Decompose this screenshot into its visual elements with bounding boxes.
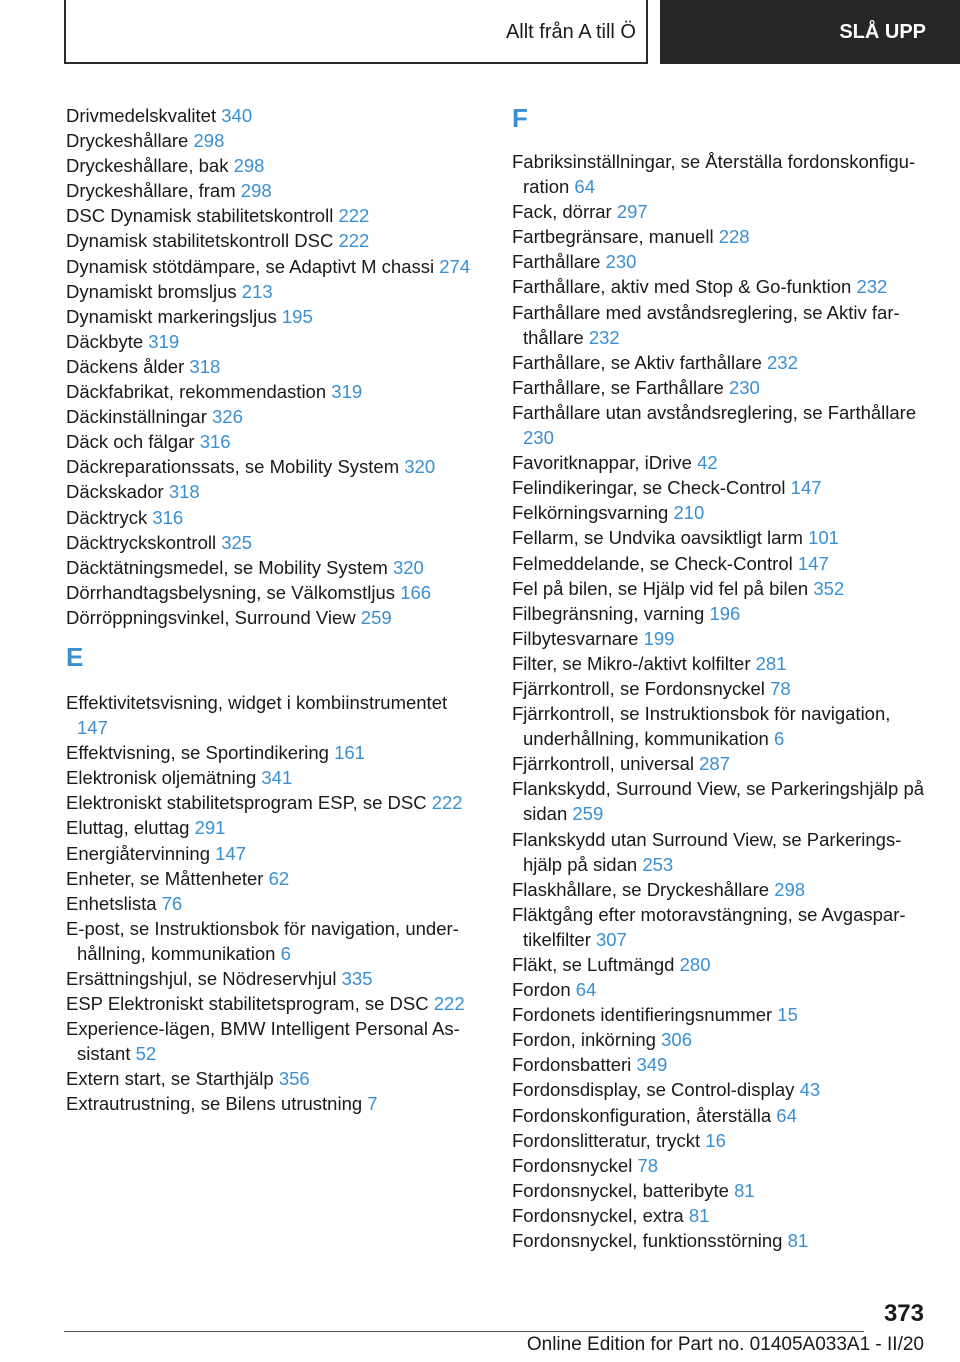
page-reference-link[interactable]: 230	[523, 427, 554, 449]
index-entry	[66, 891, 476, 916]
page-reference-link[interactable]: 81	[688, 1204, 710, 1226]
page-reference-link[interactable]: 81	[734, 1179, 755, 1201]
index-entry-text: Fordon, inkörning	[512, 1029, 656, 1051]
index-entry	[512, 601, 932, 626]
index-entry	[66, 379, 476, 404]
index-entry	[512, 952, 932, 977]
index-entry-text: ESP Elektroniskt stabilitetsprogram, se DSC	[66, 993, 429, 1015]
index-entry-text: Felindikeringar, se Check-Control	[512, 477, 786, 499]
page-reference-link[interactable]: 222	[433, 993, 465, 1015]
index-entry	[512, 877, 932, 902]
page-reference-link[interactable]: 326	[212, 406, 243, 428]
index-entry	[512, 500, 932, 525]
page-reference-link[interactable]: 298	[193, 130, 225, 152]
index-entry	[512, 1228, 932, 1253]
index-entry	[66, 429, 476, 454]
index-entry-text: Elektronisk oljemätning	[66, 767, 257, 789]
index-entry-text: Dryckeshållare, fram	[66, 180, 236, 202]
index-entry	[512, 551, 932, 576]
page-reference-link[interactable]: 259	[572, 803, 604, 825]
page-reference-link[interactable]: 259	[360, 606, 392, 628]
page-reference-link[interactable]: 196	[709, 602, 741, 624]
index-entry-text: Flaskhållare, se Dryckeshållare	[512, 878, 770, 900]
index-entry	[512, 1002, 932, 1027]
index-entry-text: Farthållare med avståndsreglering, se Aktiv farthållare	[512, 301, 900, 348]
page-reference-link[interactable]: 195	[281, 305, 313, 327]
page-reference-link[interactable]: 15	[777, 1004, 798, 1026]
page-reference-link[interactable]: 316	[152, 506, 184, 528]
index-entry-text: Dynamiskt bromsljus	[66, 280, 237, 302]
index-column-left	[66, 103, 476, 1117]
page-reference-link[interactable]: 319	[331, 381, 363, 403]
page-reference-link[interactable]: 199	[643, 627, 675, 649]
index-entry	[512, 626, 932, 651]
page-reference-link[interactable]: 64	[575, 979, 597, 1001]
page-reference-link[interactable]: 341	[261, 767, 293, 789]
index-column-right	[512, 103, 932, 1253]
index-entry-text: Fellarm, se Undvika oavsiktligt larm	[512, 527, 803, 549]
page-reference-link[interactable]: 147	[797, 552, 829, 574]
page-reference-link[interactable]: 318	[168, 481, 200, 503]
index-entry-text: Extern start, se Starthjälp	[66, 1068, 274, 1090]
index-entry-text: Extrautrustning, se Bilens utrustning	[66, 1093, 363, 1115]
index-entry	[66, 1066, 476, 1091]
page-reference-link[interactable]: 307	[596, 928, 627, 950]
index-entry	[512, 1203, 932, 1228]
index-entry-text: Fel på bilen, se Hjälp vid fel på bilen	[512, 577, 809, 599]
index-entry-text: Dörröppningsvinkel, Surround View	[66, 606, 356, 628]
page-number: 373	[883, 1300, 924, 1327]
index-entry	[66, 740, 476, 765]
index-entry-text: Fabriksinställningar, se Återställa fordonskonfiguration	[512, 151, 916, 198]
index-entry-text: Felkörningsvarning	[512, 502, 669, 524]
page-reference-link[interactable]: 213	[241, 280, 273, 302]
index-entry	[66, 690, 476, 740]
index-entry-text: DSC Dynamisk stabilitetskontroll	[66, 205, 334, 227]
page-reference-link[interactable]: 232	[767, 351, 798, 373]
index-entry-text: Dryckeshållare, bak	[66, 155, 229, 177]
index-entry-text: Flankskydd utan Surround View, se Parkeringshjälp på sidan	[512, 828, 902, 875]
index-entry	[66, 479, 476, 504]
index-entry	[66, 279, 476, 304]
index-entry-text: Elektroniskt stabilitetsprogram ESP, se DSC	[66, 792, 427, 814]
index-entry	[512, 1178, 932, 1203]
index-entry-text: Fordonsnyckel, batteribyte	[512, 1179, 729, 1201]
page-reference-link[interactable]: 340	[221, 105, 253, 126]
page-reference-link[interactable]: 306	[661, 1029, 692, 1051]
page-reference-link[interactable]: 298	[774, 878, 806, 900]
page-reference-link[interactable]: 228	[718, 226, 750, 248]
index-entry-text: Fordonsnyckel, funktionsstörning	[512, 1230, 783, 1252]
index-entry	[66, 841, 476, 866]
index-entry	[512, 249, 932, 274]
index-entry	[512, 300, 932, 350]
page-reference-link[interactable]: 222	[431, 792, 463, 814]
page-reference-link[interactable]: 78	[770, 677, 791, 699]
index-entry-text: Effektivitetsvisning, widget i kombiinstrumentet	[66, 691, 448, 713]
index-entry	[66, 505, 476, 530]
index-entry-text: Felmeddelande, se Check-Control	[512, 552, 793, 574]
index-entry-text: Däckinställningar	[66, 406, 207, 428]
page-reference-link[interactable]: 222	[338, 205, 370, 227]
index-entry	[512, 375, 932, 400]
index-entry-text: Dynamisk stötdämpare, se Adaptivt M chassi	[66, 255, 435, 277]
index-entry	[66, 605, 476, 630]
index-entry	[512, 274, 932, 299]
index-entry	[66, 815, 476, 840]
index-entry	[512, 350, 932, 375]
index-entry	[512, 827, 932, 877]
section-letter-e: E	[66, 641, 84, 672]
page-reference-link[interactable]: 7	[367, 1093, 378, 1115]
entries-d-group	[66, 103, 476, 630]
index-entry-text: Fjärrkontroll, se Fordonsnyckel	[512, 677, 765, 699]
page-reference-link[interactable]: 316	[199, 431, 231, 453]
index-entry	[66, 530, 476, 555]
index-entry-text: Däckskador	[66, 481, 164, 503]
index-entry	[66, 765, 476, 790]
index-entry-text: Fordonsdisplay, se Control-display	[512, 1079, 795, 1101]
edition-footer: Online Edition for Part no. 01405A033A1 - II/20	[526, 1334, 924, 1355]
index-entry	[512, 776, 932, 826]
index-entry	[512, 1103, 932, 1128]
index-entry	[66, 1016, 476, 1066]
page-reference-link[interactable]: 232	[588, 326, 620, 348]
index-entry	[512, 751, 932, 776]
index-entry	[66, 790, 476, 815]
index-entry	[512, 977, 932, 1002]
page-reference-link[interactable]: 230	[605, 251, 637, 273]
index-entry	[66, 966, 476, 991]
index-entry	[66, 103, 476, 128]
index-entry	[66, 128, 476, 153]
page-reference-link[interactable]: 291	[194, 817, 226, 839]
index-entry-text: Dörrhandtagsbelysning, se Välkomstljus	[66, 581, 396, 603]
page-reference-link[interactable]: 222	[338, 230, 370, 252]
index-entry	[66, 1091, 476, 1116]
index-entry-text: Filter, se Mikro-/aktivt kolfilter	[512, 652, 751, 674]
index-entry	[512, 1027, 932, 1052]
index-entry	[512, 1153, 932, 1178]
page-reference-link[interactable]: 297	[616, 201, 648, 223]
index-entry	[66, 203, 476, 228]
page-reference-link[interactable]: 352	[813, 577, 845, 599]
index-entry	[66, 304, 476, 329]
index-entry-text: Farthållare, aktiv med Stop & Go-funktion	[512, 276, 852, 298]
page-reference-link[interactable]: 335	[341, 968, 373, 989]
index-entry	[512, 1128, 932, 1153]
index-entry	[512, 676, 932, 701]
index-entry	[66, 580, 476, 605]
index-entry	[66, 178, 476, 203]
entries-f-group	[512, 149, 932, 1253]
page-reference-link[interactable]: 81	[787, 1230, 809, 1252]
index-entry-text: Filbegränsning, varning	[512, 602, 705, 624]
index-entry-text: Däckbyte	[66, 330, 144, 352]
page-reference-link[interactable]: 166	[400, 581, 432, 603]
index-entry-text: Fordonsnyckel	[512, 1154, 633, 1176]
index-entry-text: Energiåtervinning	[66, 842, 210, 864]
page-reference-link[interactable]: 42	[697, 452, 718, 474]
page-reference-link[interactable]: 325	[221, 531, 253, 553]
page-reference-link[interactable]: 62	[268, 867, 290, 889]
index-entry-text: Fordonsnyckel, extra	[512, 1204, 684, 1226]
page-reference-link[interactable]: 147	[215, 842, 246, 864]
page-reference-link[interactable]: 253	[642, 853, 674, 875]
section-letter-f: F	[512, 103, 528, 133]
index-entry-text: Farthållare utan avståndsreglering, se Farthållare	[512, 401, 917, 423]
page-reference-link[interactable]: 147	[77, 717, 108, 739]
index-entry-text: Filbytesvarnare	[512, 627, 639, 649]
footer-divider	[64, 1331, 864, 1332]
index-entry-text: Fjärrkontroll, universal	[512, 753, 694, 775]
index-entry	[66, 866, 476, 891]
index-entry-text: Fordonets identifieringsnummer	[512, 1004, 773, 1026]
page-reference-link[interactable]: 320	[404, 456, 436, 478]
index-entry	[512, 475, 932, 500]
page-reference-link[interactable]: 318	[189, 355, 221, 377]
index-entry-text: Däcktryck	[66, 506, 148, 528]
index-entry	[512, 199, 932, 224]
index-entry	[512, 400, 932, 450]
index-entry-text: Fordonsbatteri	[512, 1054, 632, 1076]
page-reference-link[interactable]: 320	[392, 556, 424, 578]
page-reference-link[interactable]: 76	[161, 892, 183, 914]
index-entry	[512, 525, 932, 550]
index-entry-text: Fjärrkontroll, se Instruktionsbok för navigation, underhållning, kommunikation	[512, 703, 891, 750]
index-entry-text: Fläkt, se Luftmängd	[512, 954, 675, 975]
index-entry-text: Fordonslitteratur, tryckt	[512, 1129, 701, 1151]
page-reference-link[interactable]: 298	[233, 155, 265, 177]
page-reference-link[interactable]: 319	[148, 330, 180, 352]
index-entry	[512, 149, 932, 199]
page-reference-link[interactable]: 6	[280, 942, 291, 964]
index-entry-text: Dryckeshållare	[66, 130, 189, 152]
index-entry-text: Dynamiskt markeringsljus	[66, 305, 277, 327]
index-entry-text: Enheter, se Måttenheter	[66, 867, 264, 889]
index-entry-text: Fartbegränsare, manuell	[512, 226, 714, 248]
index-entry	[512, 1052, 932, 1077]
index-entry-text: Farthållare	[512, 251, 601, 273]
page-reference-link[interactable]: 287	[699, 753, 730, 775]
page-reference-link[interactable]: 6	[773, 728, 785, 750]
index-entry	[66, 916, 476, 966]
index-entry-text: Farthållare, se Aktiv farthållare	[512, 351, 762, 373]
index-entry	[512, 224, 932, 249]
page-reference-link[interactable]: 232	[856, 276, 888, 298]
index-entry-text: Flankskydd, Surround View, se Parkeringshjälp på sidan	[512, 778, 925, 825]
lookup-button[interactable]: SLÅ UPP	[660, 0, 960, 64]
index-entry-text: Fack, dörrar	[512, 201, 612, 223]
index-entry-text: Däckens ålder	[66, 355, 185, 377]
index-entry	[512, 1077, 932, 1102]
index-entry	[66, 254, 476, 279]
page-reference-link[interactable]: 64	[574, 176, 595, 198]
index-entry	[512, 651, 932, 676]
page-reference-link[interactable]: 78	[637, 1154, 659, 1176]
index-entry-text: Farthållare, se Farthållare	[512, 376, 724, 398]
page-reference-link[interactable]: 147	[790, 477, 822, 499]
page-reference-link[interactable]: 280	[679, 954, 711, 975]
index-entry-text: Ersättningshjul, se Nödreservhjul	[66, 968, 337, 989]
index-entry-text: Däck och fälgar	[66, 431, 195, 453]
index-entry-text: Fläktgång efter motoravstängning, se Avgaspartikelfilter	[512, 903, 906, 950]
index-entry	[512, 576, 932, 601]
index-entry	[66, 354, 476, 379]
index-entry-text: Fordonskonfiguration, återställa	[512, 1104, 772, 1126]
index-entry	[512, 450, 932, 475]
index-entry	[66, 329, 476, 354]
index-entry-text: Drivmedelskvalitet	[66, 105, 217, 126]
page-reference-link[interactable]: 52	[135, 1043, 157, 1065]
index-entry-text: Favoritknappar, iDrive	[512, 452, 692, 474]
page-reference-link[interactable]: 274	[439, 255, 471, 277]
index-entry-text: Experience-lägen, BMW Intelligent Personal Assistant	[66, 1018, 460, 1065]
index-entry	[66, 991, 476, 1016]
page-reference-link[interactable]: 281	[755, 652, 787, 674]
page-reference-link[interactable]: 349	[636, 1054, 668, 1076]
index-entry	[66, 153, 476, 178]
index-entry-text: E-post, se Instruktionsbok för navigation, underhållning, kommunikation	[66, 917, 459, 964]
page-reference-link[interactable]: 230	[728, 376, 760, 398]
page-reference-link[interactable]: 298	[240, 180, 272, 202]
index-entry	[66, 228, 476, 253]
index-entry-text: Däcktryckskontroll	[66, 531, 217, 553]
page-reference-link[interactable]: 16	[705, 1129, 726, 1151]
index-entry-text: Enhetslista	[66, 892, 157, 914]
section-title: Allt från A till Ö	[505, 20, 636, 43]
page-reference-link[interactable]: 210	[673, 502, 705, 524]
index-entry	[66, 404, 476, 429]
page-reference-link[interactable]: 64	[776, 1104, 797, 1126]
index-entry	[512, 701, 932, 751]
page-reference-link[interactable]: 356	[278, 1068, 310, 1090]
entries-e-group	[66, 690, 476, 1117]
index-entry-text: Eluttag, eluttag	[66, 817, 190, 839]
page-reference-link[interactable]: 101	[808, 527, 839, 549]
index-entry-text: Effektvisning, se Sportindikering	[66, 742, 329, 764]
index-entry-text: Däckfabrikat, rekommendastion	[66, 381, 327, 403]
index-entry-text: Fordon	[512, 979, 571, 1001]
index-entry-text: Dynamisk stabilitetskontroll DSC	[66, 230, 334, 252]
index-entry	[512, 902, 932, 952]
page-reference-link[interactable]: 43	[799, 1079, 821, 1101]
index-entry-text: Däcktätningsmedel, se Mobility System	[66, 556, 388, 578]
index-entry	[66, 555, 476, 580]
index-entry-text: Däckreparationssats, se Mobility System	[66, 456, 400, 478]
index-entry	[66, 454, 476, 479]
page-reference-link[interactable]: 161	[334, 742, 365, 764]
